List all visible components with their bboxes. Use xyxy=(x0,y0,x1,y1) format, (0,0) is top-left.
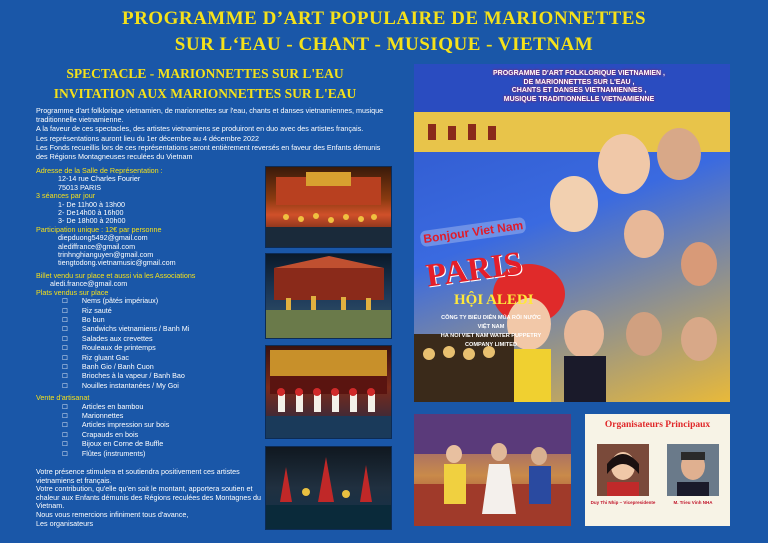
session-item: 2- De14h00 à 16h00 xyxy=(58,208,124,218)
organiser-photo-2 xyxy=(667,444,719,496)
dish-item: ☐ Brioches à la vapeur / Banh Bao xyxy=(36,372,266,381)
intro-paragraph: Les Fonds recueillis lors de ces représentations seront entièrement reversés en faveur des Enfants démunis des Régions Montagneuses reculées du Vietnam xyxy=(36,142,381,162)
craft-item: ☐ Articles en bambou xyxy=(36,403,266,412)
participation-label: Participation unique : 12€ par personne xyxy=(36,224,162,234)
closing-paragraph: Votre présence stimulera et soutiendra positivement ces artistes vietnamiens et français. xyxy=(36,467,240,485)
poster-paris: PARIS xyxy=(423,245,525,295)
intro-text xyxy=(36,106,391,161)
craft-item: ☐ Crapauds en bois xyxy=(36,431,266,440)
poster-org-sub-line: COMPANY LIMITED xyxy=(464,342,517,348)
closing-paragraph: Votre contribution, qu'elle qu'en soit le montant, apportera soutien et chaleur aux Enfants démunis des Régions reculées des Montagnes du Vietnam. xyxy=(36,484,261,511)
dish-item: ☐ Nems (pâtés impériaux) xyxy=(36,297,266,306)
poster-heading xyxy=(454,70,704,104)
craft-item: ☐ Marionnettes xyxy=(36,412,266,421)
dish-item: ☐ Salades aux crevettes xyxy=(36,335,266,344)
info-block xyxy=(36,167,266,459)
performance-photo xyxy=(414,414,571,526)
craft-item: ☐ Flûtes (instruments) xyxy=(36,450,266,459)
session-item: 1- De 11h00 à 13h00 xyxy=(58,199,126,209)
puppet-show-photo-1 xyxy=(265,166,392,248)
dish-item: ☐ Nouilles instantanées / My Goi xyxy=(36,382,266,391)
organisers-box xyxy=(585,414,730,526)
organisers-title: Organisateurs Principaux xyxy=(604,420,711,430)
dish-item: ☐ Rouleaux de printemps xyxy=(36,344,266,353)
tickets-email[interactable]: aledi.france@gmail.com xyxy=(50,279,128,289)
poster-heading-line: CHANTS ET DANSES VIETNAMIENNES , xyxy=(511,87,647,94)
dish-item: ☐ Riz sauté xyxy=(36,307,266,316)
poster-heading-line: DE MARIONNETTES SUR L'EAU , xyxy=(523,78,635,86)
subtitle-spectacle: SPECTACLE - MARIONNETTES SUR L'EAU xyxy=(66,66,344,81)
page-title-line1: PROGRAMME D’ART POPULAIRE DE MARIONNETTES xyxy=(121,8,647,29)
sessions-label: 3 séances par jour xyxy=(36,191,96,201)
address-city: 75013 PARIS xyxy=(58,182,102,192)
craft-item: ☐ Bijoux en Corne de Buffle xyxy=(36,440,266,449)
dish-item: ☐ Sandwichs vietnamiens / Banh Mi xyxy=(36,325,266,334)
poster-org-sub xyxy=(436,314,546,350)
email-link[interactable]: trinhnghianguyen@gmail.com xyxy=(58,250,154,260)
craft-item: ☐ Articles impression sur bois xyxy=(36,421,266,430)
organiser-caption-1: Duy Thi Nhip – Vicepresidente xyxy=(590,500,656,505)
poster-org-name: HỘI ALEDI xyxy=(454,292,534,308)
email-link[interactable]: alediffrance@gmail.com xyxy=(58,241,136,251)
dishes-label: Plats vendus sur place xyxy=(36,287,109,297)
tickets-label: Billet vendu sur place et aussi via les Associations xyxy=(36,270,196,280)
dish-item: ☐ Riz gluant Gac xyxy=(36,354,266,363)
session-item: 3- De 18h00 à 20h00 xyxy=(58,216,126,226)
closing-text xyxy=(36,468,266,528)
crafts-label: Vente d'artisanat xyxy=(36,393,90,403)
organiser-photo-1 xyxy=(597,444,649,496)
organiser-caption-2: M. Trieu Vinh NHA xyxy=(673,500,713,505)
poster-org-sub-line: CÔNG TY BIỂU DIỄN MÚA RỐI NƯỚC VIỆT NAM xyxy=(441,315,541,330)
dish-item: ☐ Banh Gio / Banh Cuon xyxy=(36,363,266,372)
puppet-show-photo-2 xyxy=(265,253,392,339)
intro-paragraph: Programme d'art folklorique vietnamien, de marionnettes sur l'eau, chants et danses vietnamiennes, musique traditionnelle vietnamienne. xyxy=(36,106,384,125)
poster-heading-line: PROGRAMME D'ART FOLKLORIQUE VIETNAMIEN , xyxy=(493,70,665,77)
poster-bonjour: Bonjour Viet Nam xyxy=(419,217,527,248)
email-link[interactable]: diepduong5492@gmail.com xyxy=(58,233,148,243)
puppet-show-photo-3 xyxy=(265,345,392,439)
subtitle-invitation: INVITATION AUX MARIONNETTES SUR L'EAU xyxy=(53,86,357,101)
page-title-line2: SUR L‘EAU - CHANT - MUSIQUE - VIETNAM xyxy=(174,34,594,55)
dish-item: ☐ Bo bun xyxy=(36,316,266,325)
address-street: 12-14 rue Charles Fourier xyxy=(58,174,141,184)
email-link[interactable]: tiengtodong.vietnamusic@gmail.com xyxy=(58,258,176,268)
intro-paragraph: A la faveur de ces spectacles, des artistes vietnamiens se produiront en duo avec des artistes français. xyxy=(36,124,364,134)
intro-paragraph: Les représentations auront lieu du 1er décembre au 4 décembre 2022 xyxy=(36,133,259,143)
poster-org-sub-line: HA NOI VIET NAM WATER PUPPETRY xyxy=(440,333,542,339)
closing-signature: Les organisateurs xyxy=(36,518,94,528)
puppet-show-photo-4 xyxy=(265,446,392,530)
address-label: Adresse de la Salle de Représentation : xyxy=(36,166,163,175)
closing-paragraph: Nous vous remercions infiniment tous d'avance, xyxy=(36,509,189,519)
poster-heading-line: MUSIQUE TRADITIONNELLE VIETNAMIENNE xyxy=(503,95,655,103)
event-poster xyxy=(414,64,730,402)
